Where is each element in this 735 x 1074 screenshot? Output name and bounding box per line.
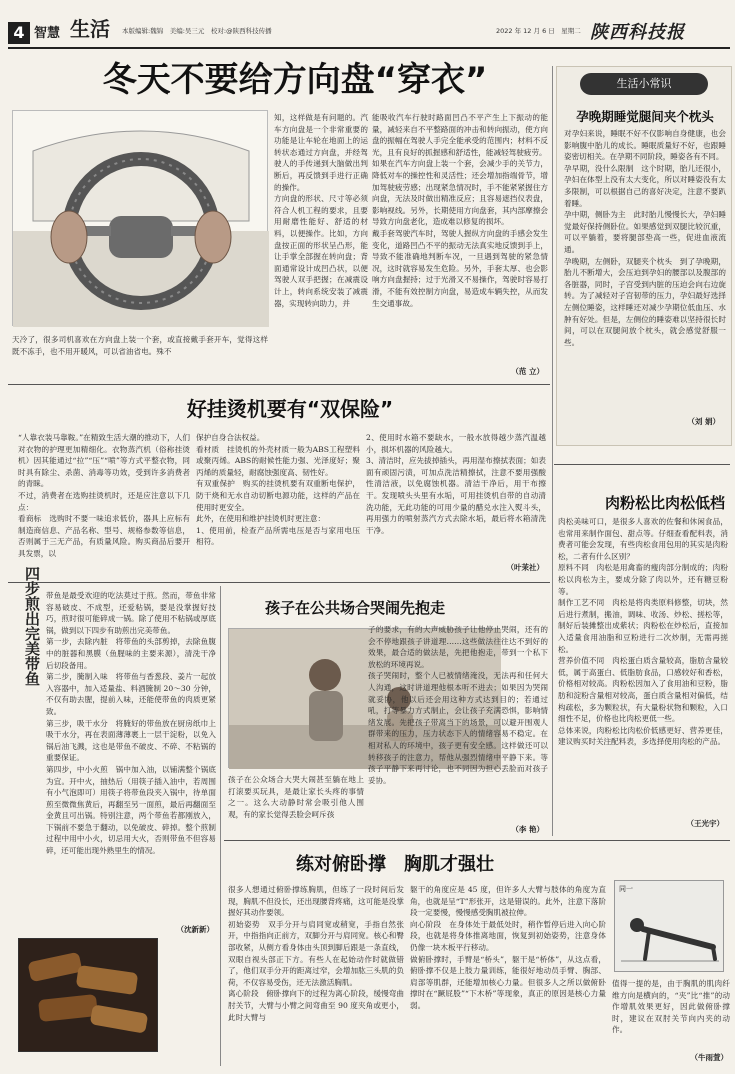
divider <box>8 582 550 583</box>
column-divider <box>220 586 221 1066</box>
column-divider <box>552 66 553 836</box>
article2-headline: 好挂烫机要有“双保险” <box>186 397 394 421</box>
article5-author: （王光宇） <box>686 819 724 828</box>
article2-col3: 2、使用时水箱不要缺水，一般水放得越少蒸汽温越小，损坏机器的风险越大。 3、清洁时，应先拔掉插头，再用湿布擦拭表面；如表面有顽固污渍，可加点洗洁精擦拭，注意不要用强酸性清洁液，以免腐蚀机器。清洁干净后，用干布擦干。发现喷头头里有水垢，可用挂烫机自带的自动清洗功能，无此功能的可用少量的醋兑水注入熨斗头，再用强力的喷射蒸汽方式去除水垢，最后将水箱清洗干净。 <box>366 433 546 535</box>
paper-name: 陕西科技报 <box>590 22 685 43</box>
article6-headline: 练对俯卧撑 胸肌才强壮 <box>296 854 494 875</box>
article5-headline: 肉粉松比肉松低档 <box>604 494 725 512</box>
article1-col1: 天冷了，很多司机喜欢在方向盘上装一个套，或直接戴手套开车，觉得这样既不冻手，也不用开暖风，可以省油省电。殊不 <box>12 335 268 356</box>
article1-author: （范 立） <box>511 367 544 376</box>
sidebar-author: （刘 娟） <box>687 417 720 426</box>
article5-body: 肉松美味可口，是很多人喜欢的佐餐和休闲食品，也常用来制作面包、甜点等。仔细查看配料表，消费者可能会发现，有些肉松食用包用的其实是肉粉松，二者有什么区别？ 原料不同 肉松是用禽畜的瘦肉部分制成的；肉粉松以肉松为主，要成分除了肉以外，还有糖豆粉等。 制作工艺不同 肉松是将肉类原料修整，切块，然后进行煮制，搬油，调味、收汤、炒松、搓松等，制好后装摊整出成紫状；肉粉松在炒松后，直接加入适量食用油脂和豆粉进行二次炒制，无需再搓松。 营养价值不同 肉松蛋白质含量较高，脂肪含量较低，属于高蛋白、低脂肪食品，口感较好和香松，价格相对较高。肉粉松因加入了食用油和豆粉，脂肪和淀粉含量相对较高，蛋白质含量相对偏低，结构疏松，多为颗粒状，有大量粉状物和颗粒，入口细性不足，价格也比肉松更低一些。 总体来说，肉粉松比肉松价低感更好、营养更佳，建议购买时关注配料表，多选择使用肉松的产品。 <box>558 517 728 747</box>
article4-caption: 孩子在公众场合大哭大闹甚至躺在地上打滚要买玩具，是最让家长头疼的事情之一。这么大动静时常会吸引他人围观，有的家长觉得丢脸会呵斥孩 <box>228 775 364 819</box>
fried-fish-photo <box>18 938 158 1052</box>
article4-author: （李 艳） <box>511 825 544 834</box>
sidebar-headline: 孕晚期睡觉腿间夹个枕头 <box>576 109 714 124</box>
pushup-illustration-label: 同一 <box>619 885 633 893</box>
article3-headline: 四步煎出完美带鱼 <box>23 566 41 686</box>
divider <box>8 384 550 385</box>
article6-author: （牛雨萱） <box>690 1053 728 1062</box>
article4-body: 子的要求，有的大声威胁孩子让他停止哭闹，还有的会不停地跟孩子讲道理……这些做法往往达不到好的效果，最合适的做法是，先把他抱走，带到一个私下放松的环境再说。 孩子哭闹时，整个人已被情绪淹没，无法再和任何大人沟通，这时讲道理他根本听不进去；如果因为哭闹就妥协，他以后还会用这种方式达到目的；若通过吼，打等暴力方式制止，会让孩子充满恐惧，影响情绪发展。先把孩子带离当下的场景，可以避开围观人群带来的压力，压力状态下人的情绪容易不稳定。在相对私人的环境中，孩子更有安全感。这样做还可以转移孩子的注意力，帮他从强烈情绪中平静下来。等孩子平静下来再讨论，也不同因为担心丢脸而对孩子妥协。 <box>368 625 548 785</box>
article2-author: （叶茉社） <box>506 563 544 572</box>
article6-col2: 躯干的角度应是 45 度，但许多人大臂与肢体的角度为直角，也就是呈“T”形张开，这是错误的。此外，注意下落阶段一定要慢，慢慢感受胸肌被拉伸。 向心阶段 在身体处于最低处时，稍作暂停后进入向心阶段，也就是将身体推离地面，恢复到初始姿势，注意身体仍像一块木板平行移动。 做俯卧撑时，手臂是“桥头”，躯干是“桥体”，从这点看，俯卧撑不仅是上肢力量训练，能很好地动员手臂、胸部、肩部等肌群，还能增加核心力量。但很多人之所以做俯卧撑时在“蹶屁股”“下木桥”等现象，真正的原因是核心力量弱。 <box>410 885 606 1010</box>
article6-col3: 值得一提的是，由于胸肌的肌肉纤维方向是横向的，“夹”比“推”的动作增肌效果更好，因此做俯卧撑时，建议在双肘关节向内夹的动作。 <box>612 979 730 1035</box>
masthead-rule <box>8 47 730 49</box>
article1-col2: 知，这样做是有问题的。汽车方向盘是一个非常重要的功能是让车轮在地面上的运转状态通过方向盘，并经驾驶人的手传递到大脑做出判断后，再反馈到手进行正确的操作。 方向盘的形状、尺寸等必须符合人机工程的要求，且要用耐磨性能好、舒适的材料，以便操作。比如，方向盘按正面的形状呈凸形，能让手掌全部握在转向盘；背面通常设计成凹凸状，以便驾驶人双手把握；在减震设计上，转向系统安装了减震器，实现转向助力，并 <box>274 113 368 308</box>
steering-wheel-illustration <box>12 110 268 326</box>
section-title-b: 生活 <box>70 17 110 41</box>
article2-col1: “人靠衣装马靠鞍。”在精致生活大潮的推动下，人们对衣物的护理更加精细化。衣物蒸汽机（俗称挂烫机）因其能通过“拉”“压”“喷”等方式平整衣物，同时具有除尘、杀菌、消毒等功效，受到许多消费者的青睐。 不过，消费者在选购挂烫机时，还是应注意以下几点： 看商标 选购时不要一味追求低价，器具上应标有制造商信息、产品名称、型号、规格参数等信息，否则属于三无产品，有质量风险。购买商品后要开具发票，以 <box>18 433 190 558</box>
article4-headline: 孩子在公共场合哭闹先抱走 <box>264 599 445 617</box>
article3-author: （沈新新） <box>176 925 214 934</box>
sidebar-body: 对孕妇来说，睡眠不好不仅影响自身健康，也会影响腹中胎儿的成长。睡眠质量好不好，也跟睡姿密切相关。在孕期不同阶段，睡姿各有不同。 孕早期，没什么限制 这个时期，胎儿还很小，孕妇在体型上没有太大变化，所以对睡姿没有太多限制，可以根据自己的喜好决定，注意不要趴着睡。 孕中期，侧卧为主 此时胎儿慢慢长大，孕妇睡觉最好保持侧卧位。如果感觉到双腿比较沉重，可以平躺着，要将腿部垫高一些，促进血液流通。 孕晚期，左侧卧，双腿夹个枕头 到了孕晚期，胎儿不断增大，会压迫到孕妇的腰部以及腹部的各脏器，同时，子宫受到内脏的压迫会向右边旋转。为了减轻对子宫韧带的压力，孕妇最好选择左侧位睡姿，这样睡还对减少孕期位低血压、水肿有好处。但是，左侧位的睡姿难以坚持很长时间，可以在双腿间放个枕头，就会感觉舒服一些。 <box>564 129 726 347</box>
article6-col1: 很多人想通过俯卧撑练胸肌，但练了一段时间后发现，胸肌不但没长，还出现腰背疼痛，这可能是没掌握好其动作要领。 初始姿势 双手分开与肩同宽或稍宽，手指自然张开，中指指向正前方，双脚分开与肩同宽。核心和臀部收紧，从侧方看身体由头顶到脚后跟是一条直线，双眼自视头部正下方。有些人在起始动作时就做错了，他们双手分开的距离过窄，会增加肱三头肌的负荷，不仅容易受伤，还无法激活胸肌。 离心阶段 俯卧撑向下的过程为离心阶段，缓慢弯曲肘关节，大臂与小臂之间弯曲至 90 度夹角或更小，此时大臂与 <box>228 885 404 1022</box>
section-title-a: 智慧 <box>34 26 61 41</box>
article1-col3: 能吸收汽车行驶时路面凹凸不平产生上下振动的能量，减轻来自不平整路面的冲击和转向振动，使方向盘的振幅在驾驶人手完全能承受的范围内；材料不反光，且有良好的抓握感和舒适性，能减轻驾驶疲劳。 如果在汽车方向盘上装一个套，会减少手的关节力，降低对车的操控性和灵活性；还会增加指端骨节，增加驾驶疲劳感；出现紧急情况时，手不能紧紧握住方向盘，无法及时做出精准反应；且容易遮挡仪表盘，影响视线。另外，长期使用方向盘套，其内部摩擦会导致方向盘老化，造成难以修复的损坏。 戴手套驾驶汽车时，驾驶人握纵方向盘的手感会发生变化，道路凹凸不平的振动无法真实地反馈到手上，导致不能准确地判断车况，一旦遇到驾驶的紧急情况，这时就容易发生危险。另外，手套太厚、也会影响方向盘握持；过于光滑又不易操作，驾驶时容易打滑，不能有效控制方向盘，易造成车辆失控，从而发生交通事故。 <box>372 113 548 308</box>
article3-body: 带鱼是最受欢迎的吃法莫过于煎。然而，带鱼非常容易破皮、不成型，还爱粘锅，要是没掌握好技巧，煎时很可能碎成一锅。除了使用不粘锅或厚底锅，做到以下四步有助煎出完美带鱼。 第一步，去除内脏 将带鱼的头部剪掉，去除鱼腹中的脏器和黑膜（鱼腥味的主要来源），清洗干净后切段备用。 第二步，腌制入味 将带鱼与香葱段、姜片一起放入容器中，加入适量盐、料酒腌制 20～30 分钟，不仅有助去腥，提前入味，还能使带鱼的肉质更紧致。 第三步，吸干水分 将腌好的带鱼放在厨房纸巾上吸干水分，再在表面薄薄裹上一层干淀粉，以免入锅后油飞溅，这也是带鱼不破皮、不碎、不粘锅的重要保证。 第四步，中小火煎 锅中加入油，以铺满整个锅底为宜。开中火，抽热后（用筷子插入油中，若周围有小气泡即可）用筷子将带鱼段夹入锅中，待单面煎至微微焦黄后，再翻至另一面煎，最后再翻面至金黄且可出锅。特别注意，两个带鱼若都刚放入，下锅前不要急于翻动，以免破皮、碎掉。整个煎制过程中用中小火，切忌用大火，否则带鱼不但容易碎，还可能出现外熟里生的情况。 <box>46 591 216 856</box>
sidebar-tag: 生活小常识 <box>580 73 708 95</box>
divider <box>554 464 730 465</box>
article2-col2: 保护自身合法权益。 看材质 挂烫机的外壳材质一般为ABS工程塑料或聚丙烯。ABS的耐候性能力强、光泽度好；聚丙烯的质量轻，耐腐蚀强度高、韧性好。 有双重保护 购买的挂烫机要有双重断电保护，防干烧和无水自动切断电源功能，这样的产品在使用时更安全。 此外，在使用和维护挂烫机时更注意： 1、使用前，检查产品所需电压是否与家用电压相符。 <box>196 433 360 547</box>
issue-date: 2022 年 12 月 6 日 星期二 <box>496 27 581 35</box>
article1-headline: 冬天不要给方向盘“穿衣” <box>102 60 488 100</box>
divider <box>224 840 730 841</box>
pushup-illustration <box>614 880 724 972</box>
page-number: 4 <box>8 22 30 44</box>
editor-credit: 本版编辑:魏锦 美编:吴三元 校对:@陕西科技传播 <box>122 27 272 35</box>
